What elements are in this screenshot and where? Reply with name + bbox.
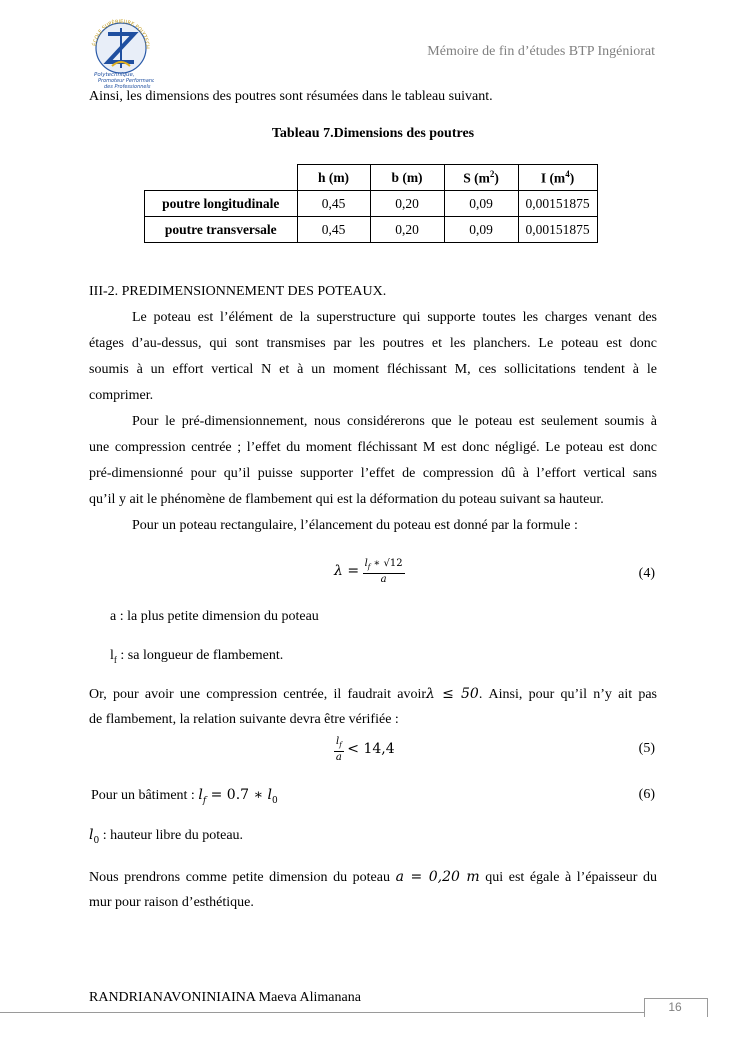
cell-s: 0,09 <box>444 217 518 243</box>
def-l0-sub: 0 <box>93 835 100 846</box>
eq4-number: (4) <box>638 566 655 581</box>
eq6-rhs: = 0.7 ∗ <box>206 787 268 803</box>
para1-line4: comprimer. <box>89 388 154 403</box>
def-l0 <box>89 822 657 854</box>
eq4-numerator <box>363 558 405 574</box>
cell-i: 0,00151875 <box>518 217 597 243</box>
para2-line2: une compression centrée ; l’effet du moment fléchissant M est donc négligé. Le poteau est donc <box>89 440 657 455</box>
def-l0-rest: : hauteur libre du poteau. <box>99 828 244 843</box>
eq6-lhs: l <box>198 787 203 803</box>
s-exp: 2 <box>489 168 495 179</box>
def-a: a : la plus petite dimension du poteau <box>110 609 319 624</box>
table-corner <box>145 165 298 191</box>
eq4-num-sub: f <box>367 563 371 571</box>
eq6-number: (6) <box>638 787 655 802</box>
school-logo <box>88 14 154 92</box>
para4-text-a: Or, pour avoir une compression centrée, il faudrait avoir <box>89 687 427 702</box>
s-close: ) <box>494 170 499 186</box>
eq5-number: (5) <box>638 741 655 756</box>
cell-i: 0,00151875 <box>518 191 597 217</box>
para5-line1 <box>89 864 657 891</box>
para4-line1 <box>89 681 657 708</box>
logo-arc-text: ÉCOLE SUPÉRIEURE POLYTECH <box>92 18 151 50</box>
para5-text-a: Nous prendrons comme petite dimension du poteau <box>89 870 396 885</box>
eq5-numerator <box>334 736 344 752</box>
def-lf-rest: : sa longueur de flambement. <box>116 648 284 663</box>
row-label: poutre transversale <box>145 217 298 243</box>
equation-4 <box>334 558 405 586</box>
logo-tagline-2: Promoteur Performance <box>98 78 154 84</box>
cell-b: 0,20 <box>370 191 444 217</box>
intro-text: Ainsi, les dimensions des poutres sont résumées dans le tableau suivant. <box>89 89 493 104</box>
logo-tagline-1: Polytechnique, <box>94 72 135 78</box>
eq6-text: Pour un bâtiment : <box>91 788 199 803</box>
para5-text-b: qui est égale à l’épaisseur du <box>479 870 658 885</box>
eq4-lhs: λ = <box>334 563 360 580</box>
para1-line2: étages d’au-dessus, qui sont transmises par les poutres et les planchers. Le poteau est donc <box>89 336 657 351</box>
eq4-num-rest: ∗ √12 <box>370 558 403 569</box>
beam-dimensions-table <box>144 164 598 243</box>
para3: Pour un poteau rectangulaire, l’élancement du poteau est donné par la formule : <box>132 518 578 533</box>
cell-h: 0,45 <box>297 191 370 217</box>
def-l0-l: l <box>89 827 94 843</box>
table-caption: Tableau 7.Dimensions des poutres <box>271 126 475 141</box>
eq4-num-l: l <box>364 558 368 569</box>
col-header-b: b (m) <box>370 165 444 191</box>
eq6-lhs-sub: f <box>202 795 207 806</box>
page-number: 16 <box>668 1000 682 1014</box>
row-label: poutre longitudinale <box>145 191 298 217</box>
table-row <box>145 191 598 217</box>
i-exp: 4 <box>565 168 570 179</box>
eq5-fraction <box>334 736 344 764</box>
para2-line4: qu’il y ait le phénomène de flambement qui est la déformation du poteau suivant sa hauteur. <box>89 492 604 507</box>
cell-h: 0,45 <box>297 217 370 243</box>
s-label: S (m <box>463 170 490 186</box>
def-lf-sub: f <box>113 654 117 665</box>
def-lf <box>110 643 678 673</box>
table-row <box>145 217 598 243</box>
eq6-rhs-sub: 0 <box>271 795 278 806</box>
table-header-row <box>145 165 598 191</box>
col-header-s <box>444 165 518 191</box>
para1-line3: soumis à un effort vertical N et à un moment fléchissant M, ces sollicitations tendent à le <box>89 362 657 377</box>
eq5-num-l: l <box>336 736 340 747</box>
section-title: III-2. PREDIMENSIONNEMENT DES POTEAUX. <box>89 284 387 299</box>
i-label: I (m <box>540 170 566 186</box>
cell-b: 0,20 <box>370 217 444 243</box>
para4-text-b: . Ainsi, pour qu’il n’y ait pas <box>478 687 657 702</box>
para2-line3: pré-dimensionné pour qu’il puisse supporter l’effet de compression dû à l’effort vertical sans <box>89 466 657 481</box>
para2-line1: Pour le pré-dimensionnement, nous considérerons que le poteau est seulement soumis à <box>132 414 657 429</box>
para4-math: λ ≤ 50 <box>426 686 479 702</box>
equation-6 <box>91 782 659 814</box>
cell-s: 0,09 <box>444 191 518 217</box>
col-header-h: h (m) <box>297 165 370 191</box>
para5-math: a = 0,20 m <box>395 869 480 885</box>
footer-author: RANDRIANAVONINIAINA Maeva Alimanana <box>89 990 361 1005</box>
eq5-rhs: < 14,4 <box>347 741 395 758</box>
eq4-denominator: a <box>380 574 387 585</box>
eq5-denominator: a <box>335 752 342 763</box>
eq6-rhs-l: l <box>267 787 272 803</box>
logo-tagline-3: des Professionnels <box>104 84 151 90</box>
eq5-num-sub: f <box>339 741 342 749</box>
col-header-i <box>518 165 597 191</box>
def-lf-l: l <box>110 648 114 663</box>
i-close: ) <box>569 170 575 186</box>
eq4-fraction <box>363 558 405 586</box>
header-title: Mémoire de fin d’études BTP Ingéniorat <box>427 44 655 59</box>
equation-5 <box>334 736 395 764</box>
footer-divider <box>0 1012 644 1013</box>
para5-line2: mur pour raison d’esthétique. <box>89 895 254 910</box>
para4-line2: de flambement, la relation suivante devra être vérifiée : <box>89 712 399 727</box>
para1-line1: Le poteau est l’élément de la superstructure qui supporte toutes les charges venant des <box>132 310 657 325</box>
